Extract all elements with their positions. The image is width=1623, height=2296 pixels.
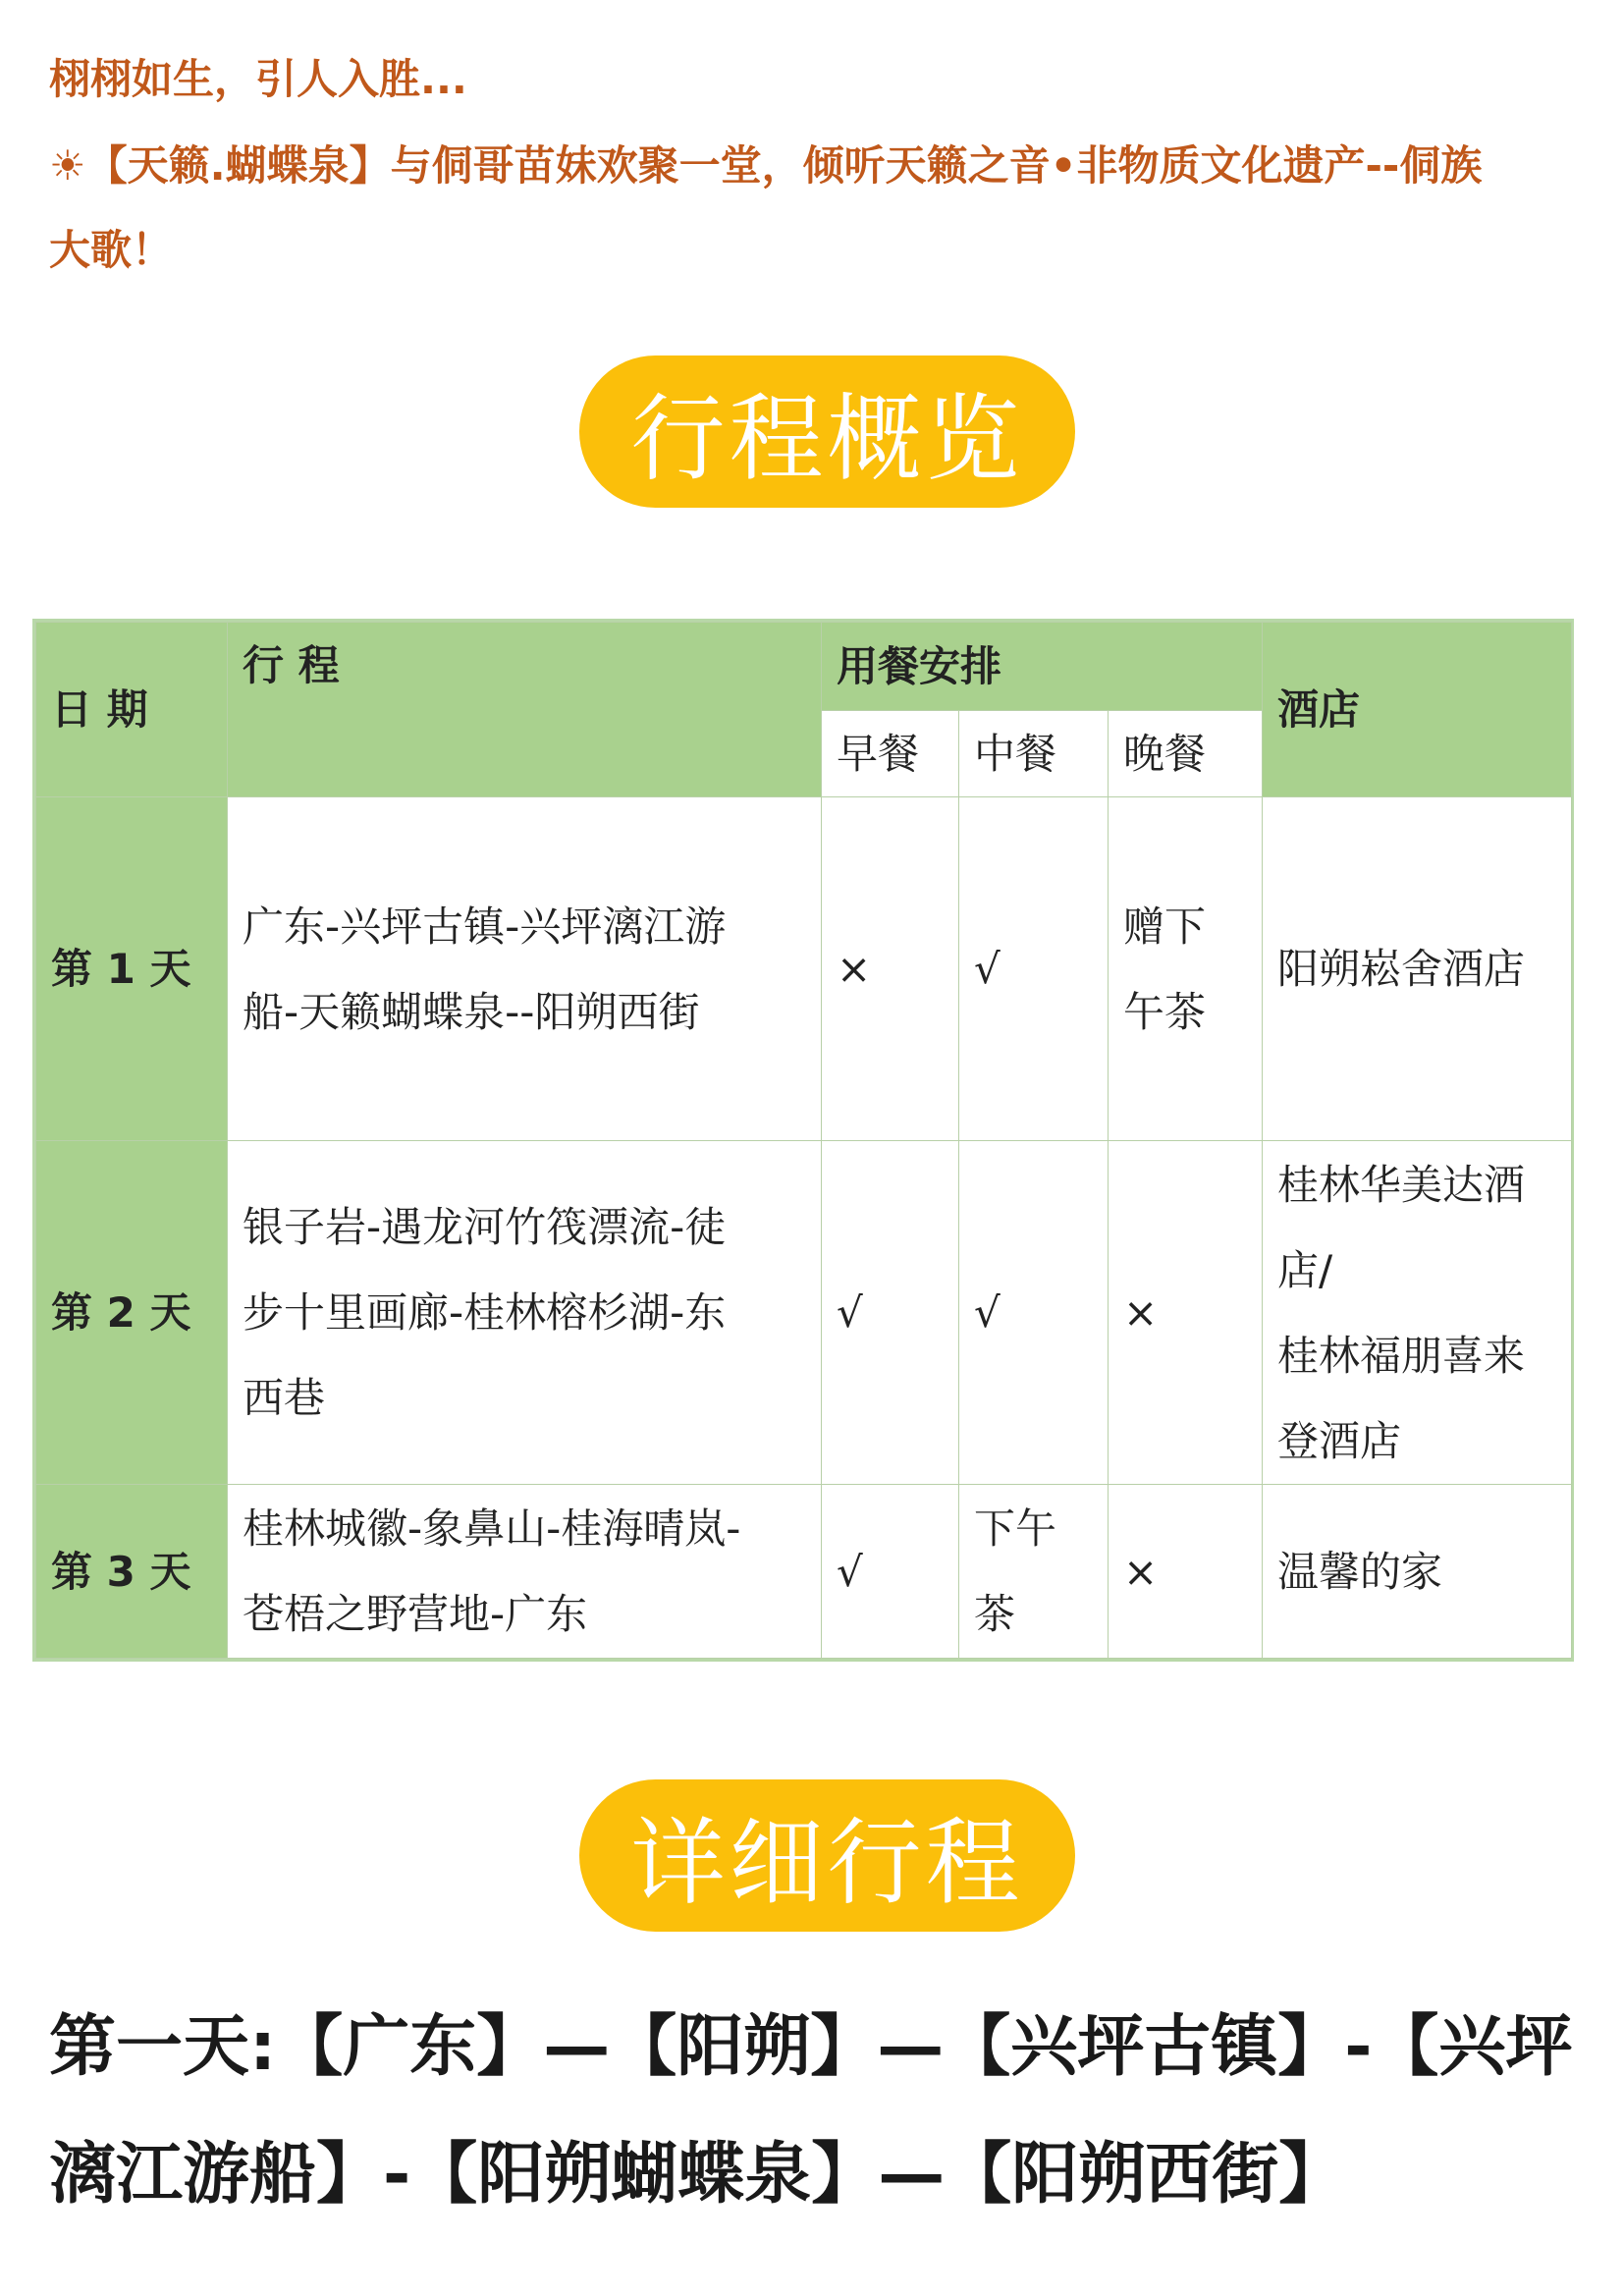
hotel-cell bbox=[1263, 1141, 1572, 1485]
dinner-cell bbox=[1109, 1141, 1263, 1485]
day-label: 第 3 天 bbox=[36, 1485, 228, 1659]
route-line: 银子岩-遇龙河竹筏漂流-徒 bbox=[243, 1203, 727, 1251]
dinner-cell bbox=[1109, 1485, 1263, 1659]
hotel-line: 阳朔崧舍酒店 bbox=[1277, 945, 1526, 993]
route-line: 船-天籁蝴蝶泉--阳朔西街 bbox=[243, 987, 700, 1036]
header-breakfast: 早餐 bbox=[822, 711, 959, 797]
header-hotel: 酒店 bbox=[1263, 623, 1572, 797]
route-cell bbox=[228, 797, 822, 1141]
header-date: 日 期 bbox=[36, 623, 228, 797]
header-route: 行 程 bbox=[228, 623, 822, 797]
hotel-cell bbox=[1263, 797, 1572, 1141]
breakfast-cell: √ bbox=[822, 1485, 959, 1659]
dinner-line: 赠下 bbox=[1123, 902, 1207, 951]
table-row bbox=[36, 1141, 1572, 1485]
table-row bbox=[36, 1485, 1572, 1659]
route-cell bbox=[228, 1141, 822, 1485]
route-line: 步十里画廊-桂林榕杉湖-东 bbox=[243, 1288, 727, 1337]
hotel-cell bbox=[1263, 1485, 1572, 1659]
table-row bbox=[36, 797, 1572, 1141]
dinner-line: × bbox=[1123, 1547, 1159, 1596]
hotel-line: 桂林福朋喜来 bbox=[1277, 1331, 1526, 1380]
day-label: 第 1 天 bbox=[36, 797, 228, 1141]
hotel-line: 桂林华美达酒 bbox=[1277, 1160, 1526, 1209]
detail-title: 详细行程 bbox=[630, 1808, 1024, 1918]
hotel-line: 店/ bbox=[1277, 1245, 1333, 1294]
dinner-cell bbox=[1109, 797, 1263, 1141]
route-cell bbox=[228, 1485, 822, 1659]
header-lunch: 中餐 bbox=[959, 711, 1109, 797]
itinerary-table bbox=[32, 619, 1574, 1662]
lunch-cell: √ bbox=[959, 1141, 1109, 1485]
header-meals: 用餐安排 bbox=[822, 623, 1263, 711]
header-dinner: 晚餐 bbox=[1109, 711, 1263, 797]
breakfast-cell: × bbox=[822, 797, 959, 1141]
lunch-line: 下午 bbox=[974, 1504, 1057, 1553]
hotel-line: 登酒店 bbox=[1277, 1416, 1402, 1465]
lunch-cell: √ bbox=[959, 797, 1109, 1141]
dinner-line: 午茶 bbox=[1123, 987, 1207, 1036]
lunch-cell bbox=[959, 1485, 1109, 1659]
day-label: 第 2 天 bbox=[36, 1141, 228, 1485]
intro-line-1: 栩栩如生，引人入胜... bbox=[49, 55, 467, 103]
hotel-line: 温馨的家 bbox=[1277, 1547, 1443, 1596]
dinner-line: × bbox=[1123, 1288, 1159, 1337]
detail-title-badge bbox=[579, 1779, 1075, 1932]
day1-heading: 第一天:【广东】—【阳朔】—【兴坪古镇】-【兴坪漓江游船】-【阳朔蝴蝶泉】—【阳朔西街】 bbox=[49, 2008, 1573, 2214]
overview-title: 行程概览 bbox=[630, 384, 1024, 494]
lunch-line: 茶 bbox=[974, 1590, 1016, 1638]
intro-line-3: 大歌！ bbox=[49, 226, 174, 274]
breakfast-cell: √ bbox=[822, 1141, 959, 1485]
intro-line-2: ☀【天籁.蝴蝶泉】与侗哥苗妹欢聚一堂，倾听天籁之音•非物质文化遗产--侗族 bbox=[49, 141, 1483, 190]
route-line: 西巷 bbox=[243, 1374, 326, 1422]
route-line: 苍梧之野营地-广东 bbox=[243, 1590, 588, 1638]
route-line: 桂林城徽-象鼻山-桂海晴岚- bbox=[243, 1504, 741, 1553]
route-line: 广东-兴坪古镇-兴坪漓江游 bbox=[243, 902, 727, 951]
overview-title-badge bbox=[579, 355, 1075, 508]
